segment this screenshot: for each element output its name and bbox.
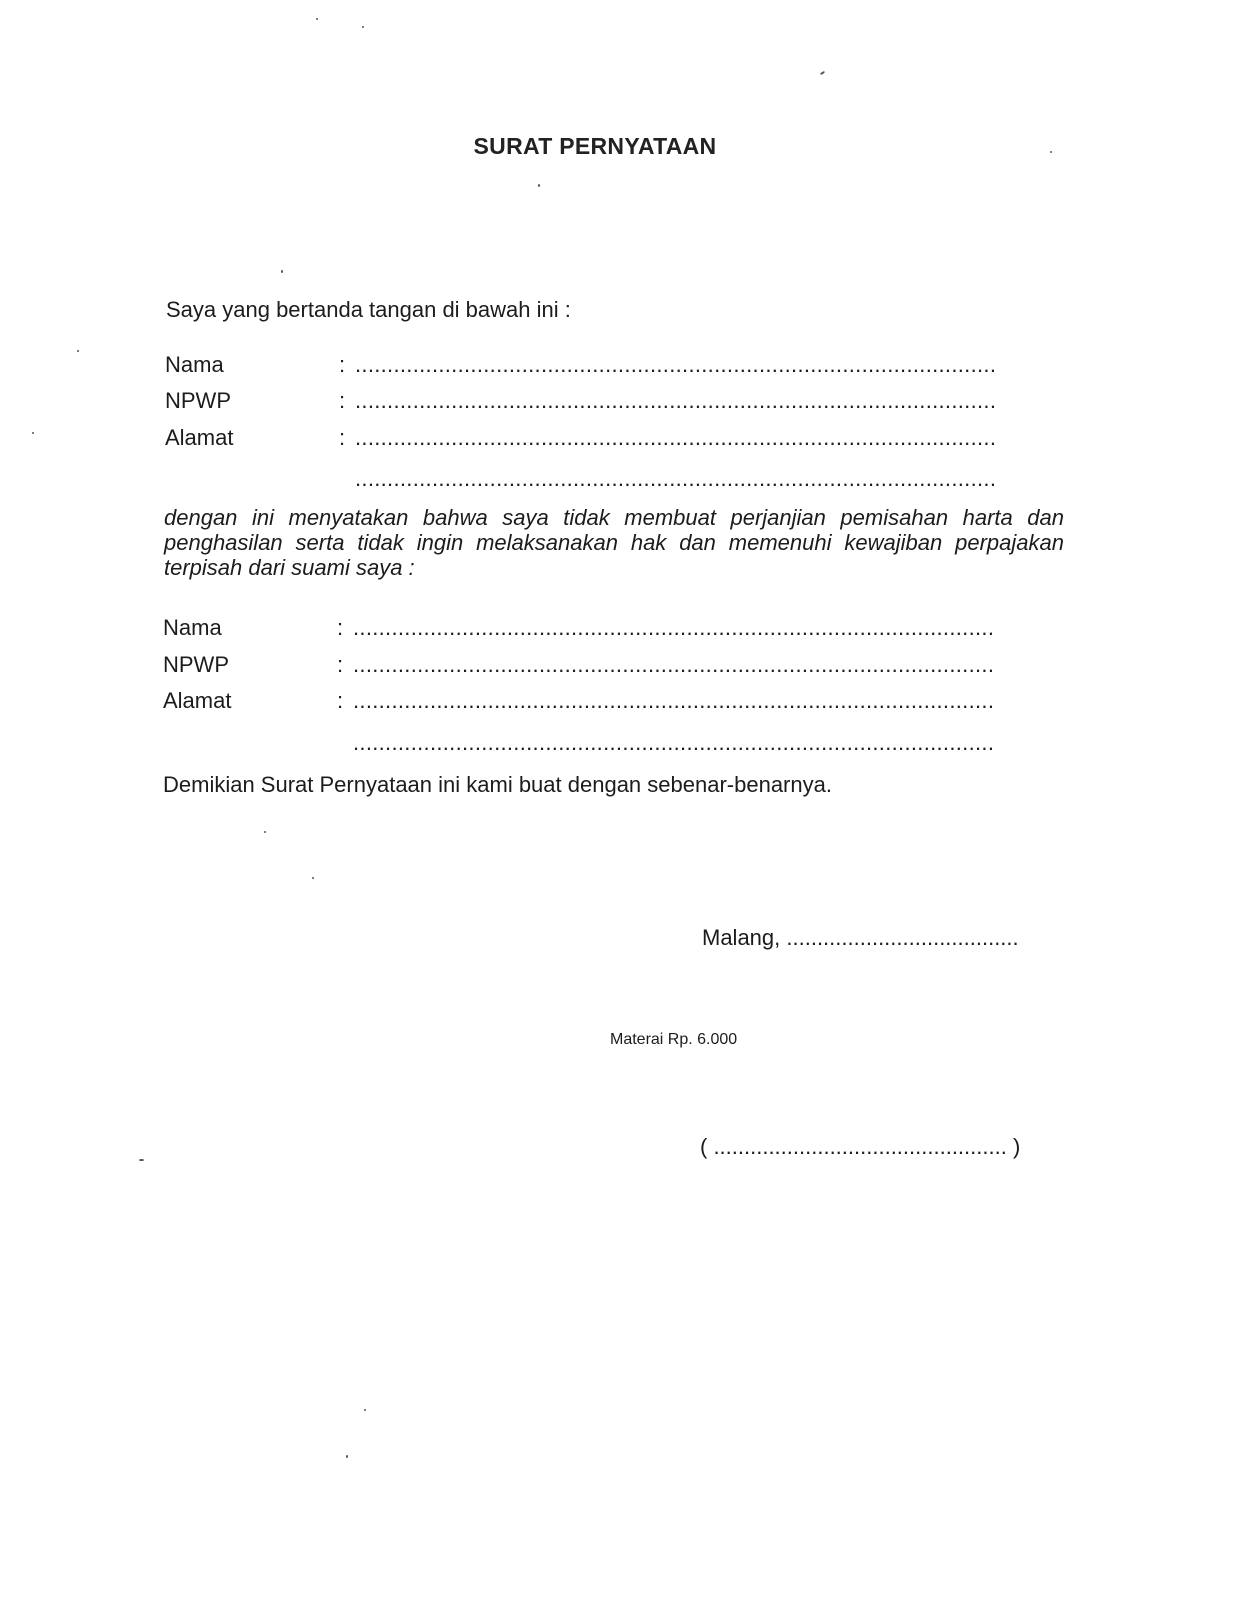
party-two-npwp-row <box>163 652 1063 682</box>
address-fill-line-2[interactable]: .................................................................................................... <box>353 730 995 755</box>
colon: : <box>339 352 346 377</box>
party-two-name-row <box>163 615 1063 645</box>
intro-text: Saya yang bertanda tangan di bawah ini : <box>166 297 571 322</box>
scan-speck <box>1050 151 1052 153</box>
address-label: Alamat <box>163 688 232 713</box>
scan-speck <box>362 26 364 28</box>
name-fill-line[interactable]: .................................................................................................... <box>355 352 997 377</box>
scan-speck <box>32 432 34 434</box>
npwp-label: NPWP <box>163 652 229 677</box>
colon: : <box>339 388 346 413</box>
npwp-fill-line[interactable]: .................................................................................................... <box>355 388 997 413</box>
colon: : <box>337 652 344 677</box>
party-one-address-row <box>165 425 1065 455</box>
npwp-label: NPWP <box>165 388 231 413</box>
address-fill-line-2[interactable]: .................................................................................................... <box>355 466 997 491</box>
scan-speck <box>281 270 283 273</box>
address-fill-line[interactable]: .................................................................................................... <box>355 425 997 450</box>
name-label: Nama <box>165 352 224 377</box>
scan-speck <box>139 1159 144 1161</box>
colon: : <box>339 425 346 450</box>
name-fill-line[interactable]: .................................................................................................... <box>353 615 995 640</box>
address-fill-line[interactable]: .................................................................................................... <box>353 688 995 713</box>
party-two-address-row <box>163 688 1063 718</box>
npwp-fill-line[interactable]: .................................................................................................... <box>353 652 995 677</box>
scan-speck <box>538 184 540 187</box>
signature-line[interactable]: ( ................................................ ) <box>700 1134 1021 1159</box>
closing-sentence: Demikian Surat Pernyataan ini kami buat dengan sebenar-benarnya. <box>163 772 832 797</box>
address-label: Alamat <box>165 425 234 450</box>
scan-speck <box>364 1409 366 1411</box>
party-one-name-row <box>165 352 1065 382</box>
scan-speck <box>77 350 79 352</box>
scan-speck <box>316 18 318 20</box>
place-date[interactable]: Malang, ...................................... <box>702 925 1019 950</box>
stamp-duty-note: Materai Rp. 6.000 <box>610 1031 738 1048</box>
statement-paragraph: dengan ini menyatakan bahwa saya tidak membuat perjanjian pemisahan harta dan penghasilan serta tidak ingin melaksanakan hak dan memenuhi kewajiban perpajakan terpisah dari suami saya : <box>164 505 1064 580</box>
scan-speck <box>346 1455 348 1458</box>
scan-speck <box>820 71 825 76</box>
scan-speck <box>312 877 314 879</box>
colon: : <box>337 615 344 640</box>
document-title: SURAT PERNYATAAN <box>473 133 717 159</box>
scan-speck <box>264 831 266 833</box>
colon: : <box>337 688 344 713</box>
party-one-npwp-row <box>165 388 1065 418</box>
name-label: Nama <box>163 615 222 640</box>
